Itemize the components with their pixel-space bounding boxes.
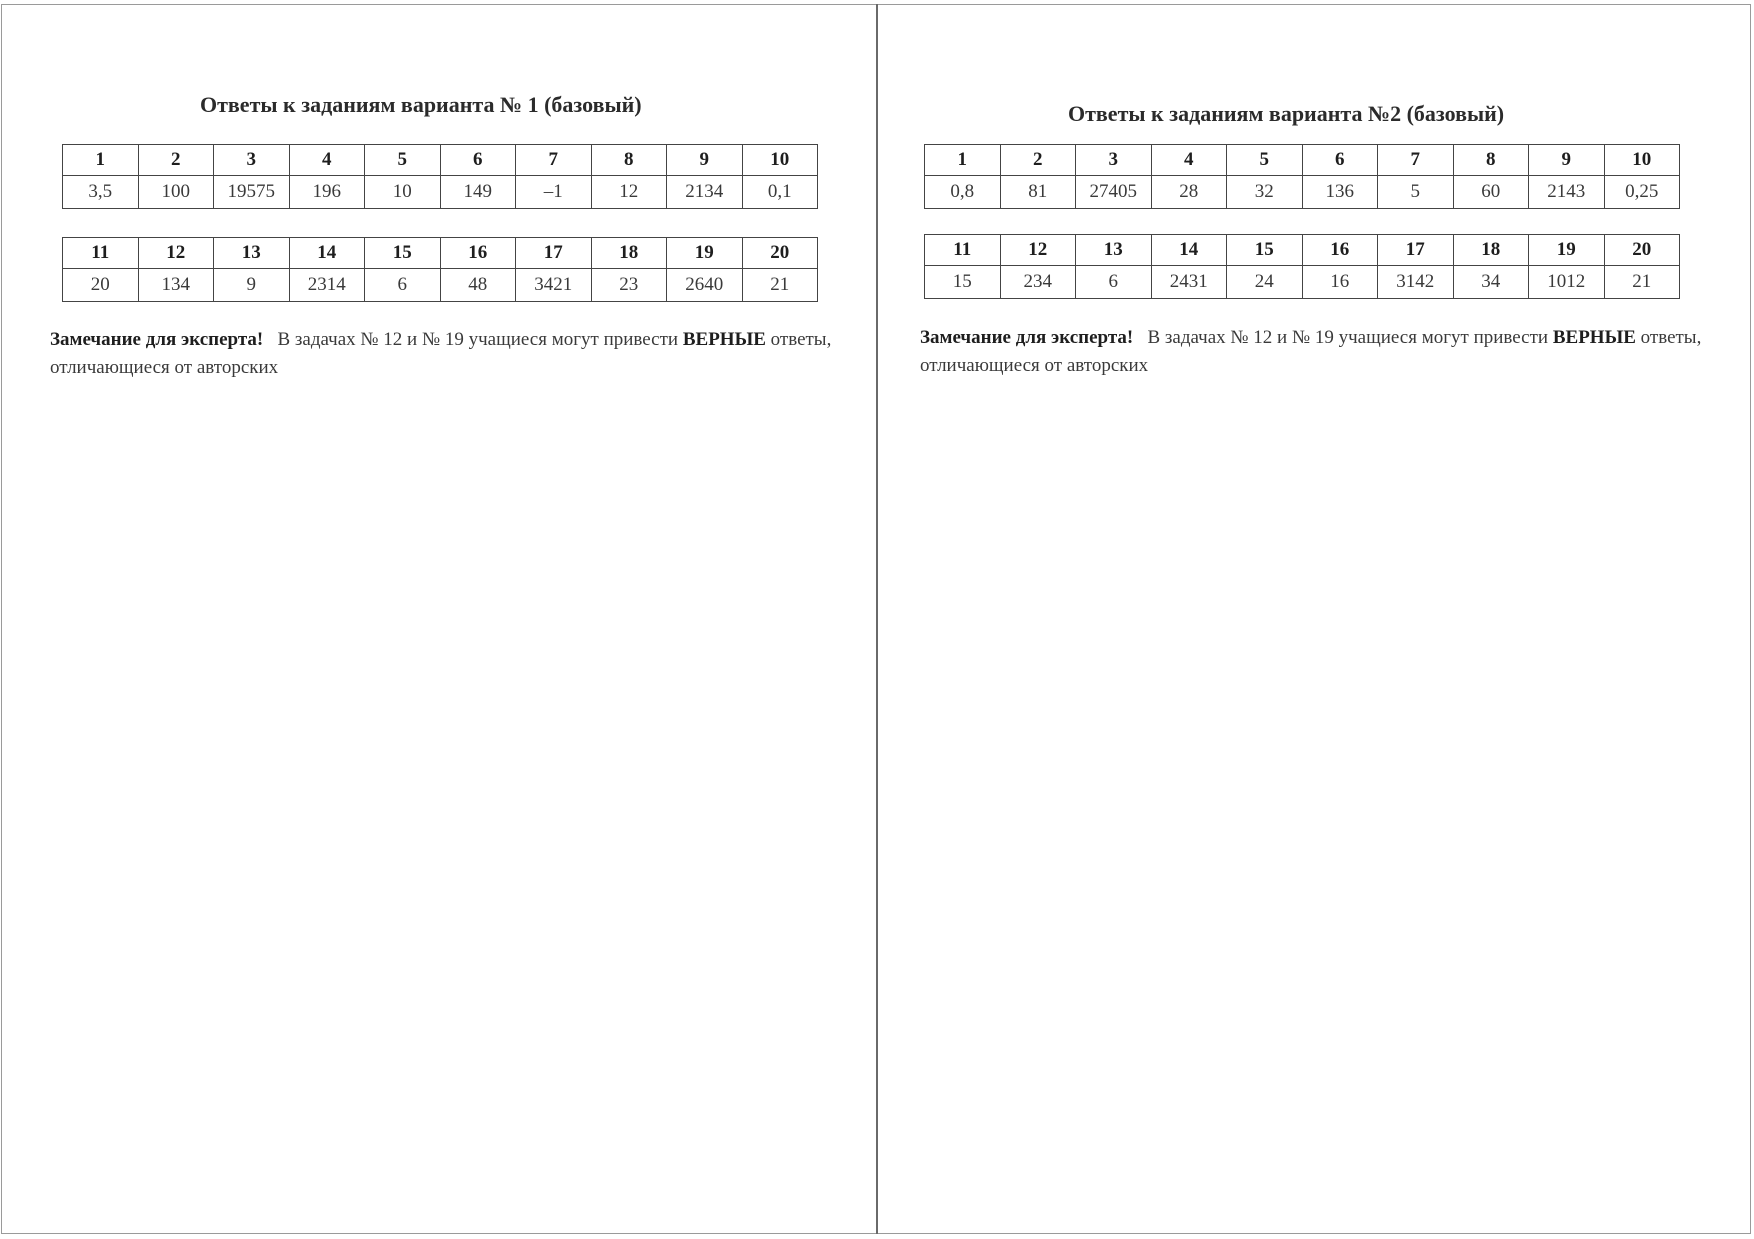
task-number-cell: 10: [1604, 145, 1680, 176]
answer-row: [63, 269, 818, 302]
task-number-cell: 3: [1076, 145, 1152, 176]
page-variant-2: [878, 0, 1754, 1239]
answer-cell: –1: [516, 176, 592, 209]
task-number-row: [63, 145, 818, 176]
task-number-cell: 5: [365, 145, 441, 176]
answers-table-11-20: [62, 237, 818, 302]
task-number-row: [63, 238, 818, 269]
task-number-cell: 6: [440, 145, 516, 176]
answer-cell: 234: [1000, 266, 1076, 299]
page-title: Ответы к заданиям варианта №2 (базовый): [1068, 101, 1505, 126]
expert-note: [920, 324, 1710, 380]
page-title: Ответы к заданиям варианта № 1 (базовый): [200, 92, 642, 117]
answer-row: [925, 176, 1680, 209]
answer-cell: 196: [289, 176, 365, 209]
task-number-cell: 1: [925, 145, 1001, 176]
expert-note-label: Замечание для эксперта!: [50, 329, 264, 350]
task-number-cell: 2: [138, 145, 214, 176]
expert-note-tail: ответы, отличающиеся от авторских: [920, 327, 1702, 376]
answer-cell: 6: [365, 269, 441, 302]
answer-cell: 34: [1453, 266, 1529, 299]
page-variant-1: [0, 0, 876, 1239]
answer-cell: 3,5: [63, 176, 139, 209]
answer-cell: 0,25: [1604, 176, 1680, 209]
answer-cell: 21: [1604, 266, 1680, 299]
answer-cell: 16: [1302, 266, 1378, 299]
task-number-cell: 9: [1529, 145, 1605, 176]
task-number-cell: 16: [1302, 235, 1378, 266]
answer-cell: 3421: [516, 269, 592, 302]
answer-cell: 134: [138, 269, 214, 302]
task-number-cell: 4: [289, 145, 365, 176]
task-number-row: [925, 235, 1680, 266]
expert-note-text: В задачах № 12 и № 19 учащиеся могут привести: [277, 329, 679, 350]
answer-cell: 27405: [1076, 176, 1152, 209]
task-number-cell: 12: [138, 238, 214, 269]
answer-cell: 20: [63, 269, 139, 302]
answer-cell: 15: [925, 266, 1001, 299]
task-number-cell: 19: [1529, 235, 1605, 266]
answer-cell: 28: [1151, 176, 1227, 209]
task-number-cell: 11: [925, 235, 1001, 266]
task-number-cell: 14: [1151, 235, 1227, 266]
answer-cell: 2314: [289, 269, 365, 302]
answer-cell: 100: [138, 176, 214, 209]
answer-row: [925, 266, 1680, 299]
task-number-cell: 5: [1227, 145, 1303, 176]
answer-cell: 6: [1076, 266, 1152, 299]
task-number-cell: 4: [1151, 145, 1227, 176]
answers-table-1-10: [62, 144, 818, 209]
answer-row: [63, 176, 818, 209]
expert-note: [50, 326, 840, 382]
task-number-cell: 16: [440, 238, 516, 269]
task-number-cell: 7: [516, 145, 592, 176]
answer-cell: 149: [440, 176, 516, 209]
task-number-cell: 9: [667, 145, 743, 176]
task-number-cell: 13: [1076, 235, 1152, 266]
task-number-row: [925, 145, 1680, 176]
answer-cell: 32: [1227, 176, 1303, 209]
answer-cell: 2143: [1529, 176, 1605, 209]
expert-note-emphasis: ВЕРНЫЕ: [1552, 327, 1636, 348]
answer-cell: 0,1: [742, 176, 818, 209]
task-number-cell: 8: [1453, 145, 1529, 176]
answers-table-1-10: [924, 144, 1680, 209]
task-number-cell: 18: [1453, 235, 1529, 266]
task-number-cell: 10: [742, 145, 818, 176]
task-number-cell: 1: [63, 145, 139, 176]
task-number-cell: 18: [591, 238, 667, 269]
task-number-cell: 7: [1378, 145, 1454, 176]
task-number-cell: 11: [63, 238, 139, 269]
task-number-cell: 14: [289, 238, 365, 269]
answer-cell: 136: [1302, 176, 1378, 209]
expert-note-emphasis: ВЕРНЫЕ: [682, 329, 766, 350]
answer-cell: 23: [591, 269, 667, 302]
answer-cell: 10: [365, 176, 441, 209]
answer-cell: 21: [742, 269, 818, 302]
answer-cell: 1012: [1529, 266, 1605, 299]
task-number-cell: 3: [214, 145, 290, 176]
answer-cell: 0,8: [925, 176, 1001, 209]
expert-note-label: Замечание для эксперта!: [920, 327, 1134, 348]
task-number-cell: 17: [1378, 235, 1454, 266]
task-number-cell: 19: [667, 238, 743, 269]
answer-cell: 12: [591, 176, 667, 209]
answer-cell: 3142: [1378, 266, 1454, 299]
expert-note-tail: ответы, отличающиеся от авторских: [50, 329, 832, 378]
task-number-cell: 12: [1000, 235, 1076, 266]
answer-cell: 48: [440, 269, 516, 302]
task-number-cell: 13: [214, 238, 290, 269]
answer-cell: 9: [214, 269, 290, 302]
answer-cell: 2431: [1151, 266, 1227, 299]
answer-cell: 19575: [214, 176, 290, 209]
expert-note-text: В задачах № 12 и № 19 учащиеся могут привести: [1147, 327, 1549, 348]
answer-cell: 2134: [667, 176, 743, 209]
answer-cell: 5: [1378, 176, 1454, 209]
task-number-cell: 8: [591, 145, 667, 176]
task-number-cell: 15: [365, 238, 441, 269]
task-number-cell: 2: [1000, 145, 1076, 176]
task-number-cell: 20: [742, 238, 818, 269]
task-number-cell: 17: [516, 238, 592, 269]
task-number-cell: 6: [1302, 145, 1378, 176]
answer-cell: 81: [1000, 176, 1076, 209]
answers-table-11-20: [924, 234, 1680, 299]
answer-cell: 2640: [667, 269, 743, 302]
answer-cell: 24: [1227, 266, 1303, 299]
task-number-cell: 20: [1604, 235, 1680, 266]
answer-cell: 60: [1453, 176, 1529, 209]
task-number-cell: 15: [1227, 235, 1303, 266]
